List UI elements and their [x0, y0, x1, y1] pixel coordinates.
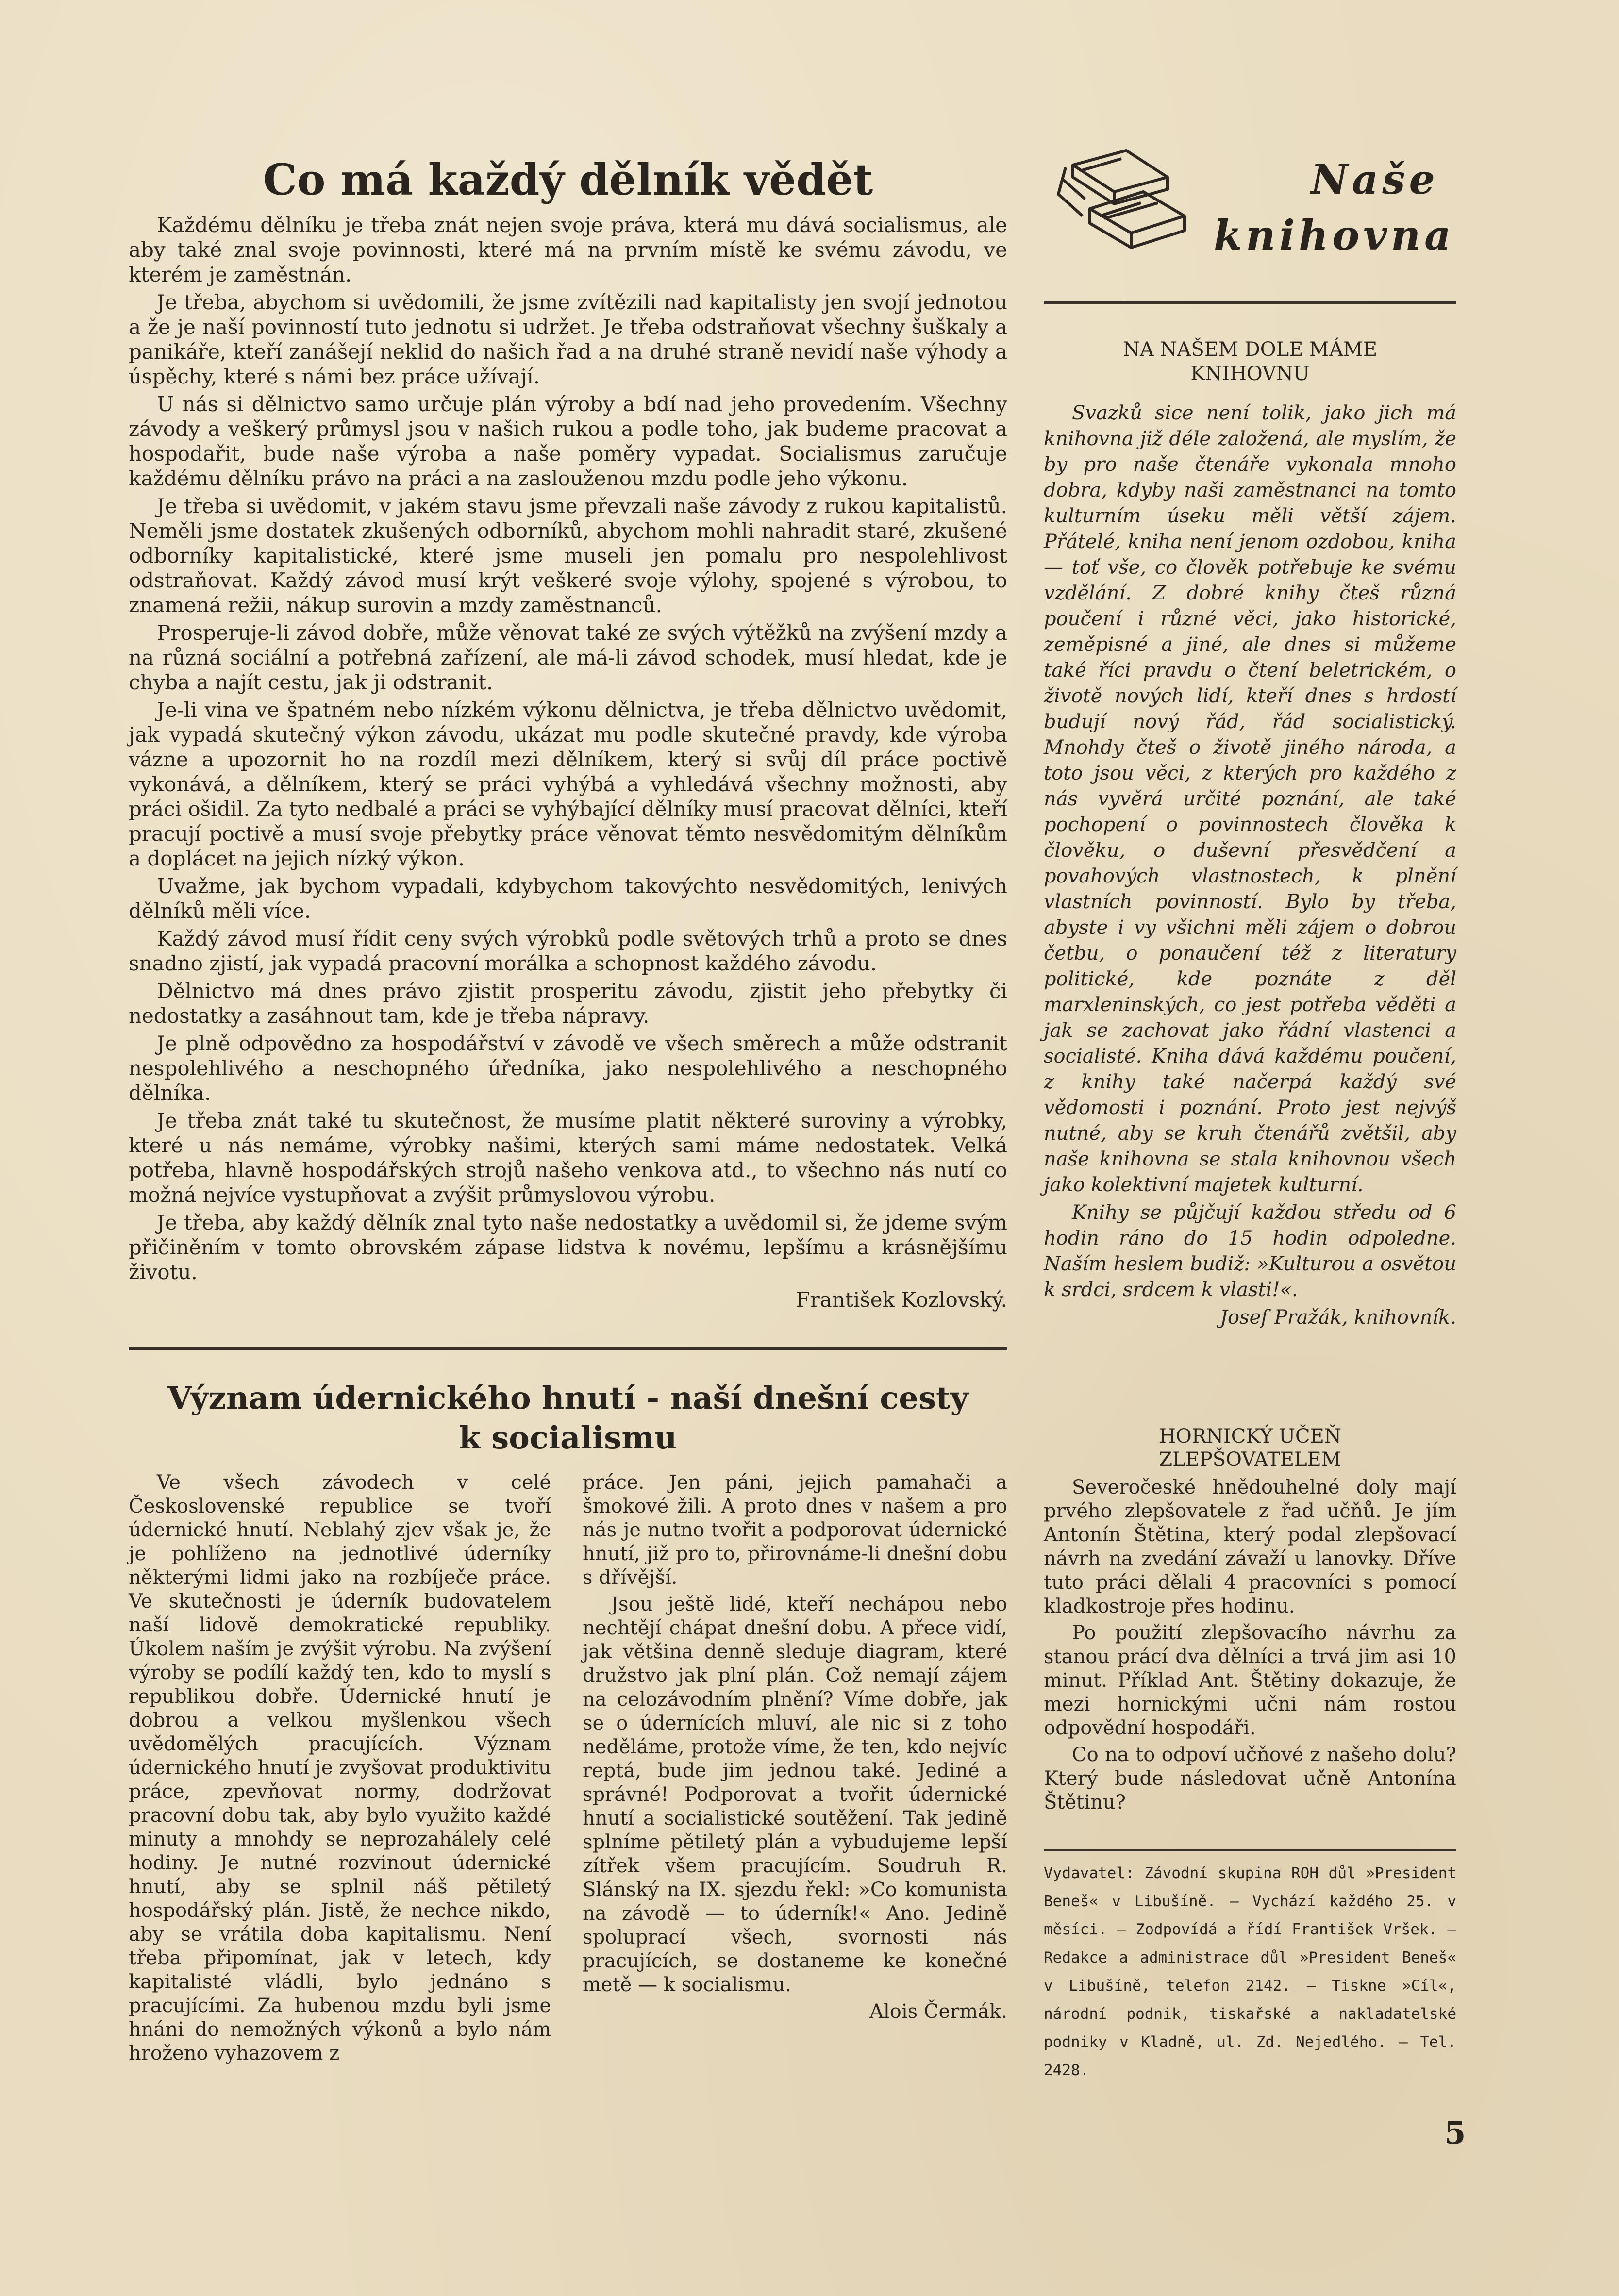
paragraph: Severočeské hnědouhelné doly mají prvého zlepšovatele z řad učňů. Je jím Antonín Štětina, který podal zlepšovací návrh na zvedání závaží u lanovky. Dříve tuto práci dělali 4 pracovníci s pomocí kladkostroje přes hodinu. — [1044, 1476, 1456, 1617]
paragraph: Knihy se půjčují každou středu od 6 hodin ráno do 15 hodin odpoledne. Naším heslem budiž: »Kulturou a osvětou k srdci, srdcem k vlasti!«. — [1044, 1201, 1456, 1301]
section-divider — [129, 1347, 1007, 1350]
paragraph: Jsou ještě lidé, kteří nechápou nebo nechtějí chápat dnešní dobu. A přece vidí, jak většina denně sleduje diagram, které družstvo jak plní plán. Což nemají zájem na celozávodním plnění? Víme dobře, jak se o údernících mluví, ale nic si z toho neděláme, protože víme, že ten, kdo nejvíc reptá, bude jim jednou také. Jediné a správné! Podporovat a tvořit údernické hnutí a socialistické soutěžení. Tak jedině splníme pětiletý plán a vybudujeme lepší zítřek všem pracujícím. Soudruh R. Slánský na IX. sjezdu řekl: »Co komunista na závodě — to úderník!« Ano. Jedině spoluprací všech, svornosti nás pracujících, se dostaneme ke konečné metě — k socialismu. — [583, 1593, 1007, 1996]
paragraph: Je-li vina ve špatném nebo nízkém výkonu dělnictva, je třeba dělnictvo uvědomit, jak vypadá skutečný výkon závodu, ukázat mu podle skutečné pravdy, kde výroba vázne a upozornit ho na rozdíl mezi dělníkem, který si svůj díl práce poctivě vykonává, a dělníkem, který se práci vyhýbá a vyhledává všechny možnosti, aby práci ošidil. Za tyto nedbalé a práci se vyhýbající dělníky musí pracovat dělníci, kteří pracují poctivě a musí svoje přebytky práce věnovat těmto nesvědomitým dělníkům a doplácet na jejich nízký výkon. — [129, 698, 1007, 870]
article-headline — [1044, 337, 1456, 386]
paragraph: Po použití zlepšovacího návrhu za stanou prácí dva dělníci a trvá jim asi 10 minut. Příklad Ant. Štětiny dokazuje, že mezi hornickými učni nám rostou odpovědní hospodáři. — [1044, 1622, 1456, 1739]
article-column — [129, 1471, 551, 2068]
article-title: Co má každý dělník vědět — [263, 154, 873, 205]
paragraph: Co na to odpoví učňové z našeho dolu? Který bude následovat učně Antonína Štětinu? — [1044, 1744, 1456, 1814]
paragraph: Prosperuje-li závod dobře, může věnovat také ze svých výtěžků na zvýšení mzdy a na různá sociální a potřebná zařízení, ale má-li závod schodek, musí hledat, kde je chyba a najít cestu, jak ji odstranit. — [129, 621, 1007, 694]
section-title: Naše — [1311, 155, 1439, 203]
paragraph: Svazků sice není tolik, jako jich má knihovna již déle založená, ale myslím, že by pro naše čtenáře vykonala mnoho dobra, kdyby naši zaměstnanci na tomto kulturním úseku měli větší zájem. Přátelé, kniha není jenom ozdobou, kniha — toť vše, co člověk potřebuje ke svému vzdělání. Z dobré knihy čteš různá poučení i různé věci, jako historické, zeměpisné a jiné, ale dnes si můžeme také říci pravdu o čtení beletrickém, o životě nových lidí, kteří dnes s hrdostí budují nový řád, řád socialistický. Mnohdy čteš o životě jiného národa, a toto jsou věci, z kterých pro každého z nás vyvěrá určité poznání, ale také pochopení o povinnostech člověka k člověku, o duševní přesvědčení a povahových vlastnostech, k plnění vlastních povinností. Bylo by třeba, abyste i vy všichni měli zájem o dobrou četbu, o ponaučení též z literatury politické, kde poznáte z děl marxleninských, co jest potřeba věděti a jak se zachovat jako řádní vlastenci a socialisté. Kniha dává každému poučení, z knihy také načerpá každý své vědomosti i poznání. Proto jest nejvýš nutné, aby se kruh čtenářů zvětšil, aby naše knihovna se stala knihovnou všech jako kolektivní majetek kulturní. — [1044, 402, 1456, 1196]
headline-line: ZLEPŠOVATELEM — [1159, 1448, 1341, 1471]
paragraph: Dělnictvo má dnes právo zjistit prosperitu závodu, zjistit jeho přebytky či nedostatky a zasáhnout tam, kde je třeba nápravy. — [129, 979, 1007, 1028]
article-headline — [1044, 1425, 1456, 1471]
article-author: Alois Čermák. — [869, 2000, 1007, 2023]
section-title: knihovna — [1214, 211, 1455, 259]
paragraph: Uvažme, jak bychom vypadali, kdybychom takovýchto nesvědomitých, lenivých dělníků měli více. — [129, 874, 1007, 923]
imprint: Vydavatel: Závodní skupina ROH důl »President Beneš« v Libušíně. — Vychází každého 25. v měsíci. — Zodpovídá a řídí František Vršek. — Redakce a administrace důl »President Beneš« v Libušíně, telefon 2142. — Tiskne »Cíl«, národní podnik, tiskařské a nakladatelské podniky v Kladně, ul. Zd. Nejedlého. — Tel. 2428. — [1044, 1864, 1456, 2079]
paragraph: Je třeba, abychom si uvědomili, že jsme zvítězili nad kapitalisty jen svojí jednotou a že je naší povinností tuto jednotu si udržet. Je třeba odstraňovat všechny šuškaly a panikáře, kteří zanášejí neklid do našich řad a na druhé straně nevidí naše výhody a úspěchy, které s námi bez práce užívají. — [129, 290, 1007, 388]
paragraph: Každý závod musí řídit ceny svých výrobků podle světových trhů a proto se dnes snadno zjistí, jak vypadá pracovní morálka a schopnost každého závodu. — [129, 927, 1007, 975]
article-author: František Kozlovský. — [796, 1288, 1007, 1312]
headline-line: HORNICKÝ UČEŇ — [1159, 1425, 1341, 1447]
paragraph: Je třeba znát také tu skutečnost, že musíme platit některé suroviny a výrobky, které u nás nemáme, výrobky našimi, kterých sami máme nedostatek. Velká potřeba, hlavně hospodářských strojů našeho venkova atd., to všechno nás nutí co možná nejvíce vystupňovat a zvýšit průmyslovou výrobu. — [129, 1109, 1007, 1207]
section-divider — [1044, 301, 1456, 304]
page-number: 5 — [1444, 2115, 1466, 2151]
article-main — [129, 155, 1007, 1315]
paragraph: U nás si dělnictvo samo určuje plán výroby a bdí nad jeho provedením. Všechny závody a veškerý průmysl jsou v našich rukou a podle toho, jak budeme pracovat a hospodařit, bude naše výroba a naše poměry vypadat. Socialismus zaručuje každému dělníku právo na práci a na zaslouženou mzdu podle jeho výkonu. — [129, 392, 1007, 490]
paragraph: Je třeba, aby každý dělník znal tyto naše nedostatky a uvědomil si, že jdeme svým přičiněním v tomto obrovském zápase lidstva k novému, lepšímu a krásnějšímu životu. — [129, 1211, 1007, 1284]
title-line: Význam údernického hnutí - naší dnešní cesty — [167, 1380, 968, 1416]
books-icon — [1053, 131, 1199, 262]
paragraph: Je plně odpovědno za hospodářství v závodě ve všech směrech a může odstranit nespolehlivého a neschopného úředníka, jako nespolehlivého a neschopného dělníka. — [129, 1032, 1007, 1105]
headline-line: KNIHOVNU — [1190, 363, 1310, 385]
library-article-body — [1044, 400, 1456, 1332]
article-body — [129, 213, 1007, 1312]
article-title — [129, 1379, 1007, 1458]
article-signature: Josef Pražák, knihovník. — [1219, 1306, 1456, 1329]
paragraph: práce. Jen páni, jejich pamahači a šmokové žili. A proto dnes v našem a pro nás je nutno tvořit a podporovat údernické hnutí, již pro to, přirovnáme-li dnešní dobu s dřívější. — [583, 1471, 1007, 1589]
section-divider — [1044, 1849, 1456, 1851]
headline-line: NA NAŠEM DOLE MÁME — [1122, 338, 1378, 361]
paragraph: Ve všech závodech v celé Československé republice se tvoří údernické hnutí. Neblahý zjev však je, že je pohlíženo na jednotlivé úderníky některými lidmi jako na rozbíječe práce. Ve skutečnosti je úderník budovatelem naší lidově demokratické republiky. Úkolem naším je zvýšit výrobu. Na zvýšení výroby se podílí každý ten, kdo to myslí s republikou dobře. Údernické hnutí je dobrou a velkou myšlenkou všech uvědomělých pracujících. Význam údernického hnutí je zvyšovat produktivitu práce, zpevňovat normy, dodržovat pracovní dobu tak, aby bylo využito každé minuty a mnohdy se neprozahálely celé hodiny. Je nutné rozvinout údernické hnutí, aby se splnil náš pětiletý hospodářský plán. Jistě, že nechce nikdo, aby se vrátila doba kapitalismu. Není třeba připomínat, jak v letech, kdy kapitalisté vládli, bylo jednáno s pracujícími. Za hubenou mzdu byli jsme hnáni do nemožných výkonů a bylo nám hroženo vyhazovem z — [129, 1471, 551, 2064]
title-line: k socialismu — [459, 1420, 677, 1456]
apprentice-article-body — [1044, 1476, 1456, 1817]
paragraph: Je třeba si uvědomit, v jakém stavu jsme převzali naše závody z rukou kapitalistů. Neměli jsme dostatek zkušených odborníků, abychom mohli nahradit staré, zkušené odborníky kapitalistické, které jsme museli jen pomalu pro nespolehlivost odstraňovat. Každý závod musí krýt veškeré svoje výlohy, spojené s výrobou, to znamená režii, nákup surovin a mzdy zaměstnanců. — [129, 494, 1007, 617]
paragraph: Každému dělníku je třeba znát nejen svoje práva, která mu dává socialismus, ale aby také znal svoje povinnosti, které má na prvním místě ke svému závodu, ve kterém je zaměstnán. — [129, 213, 1007, 286]
article-column — [583, 1471, 1007, 2027]
